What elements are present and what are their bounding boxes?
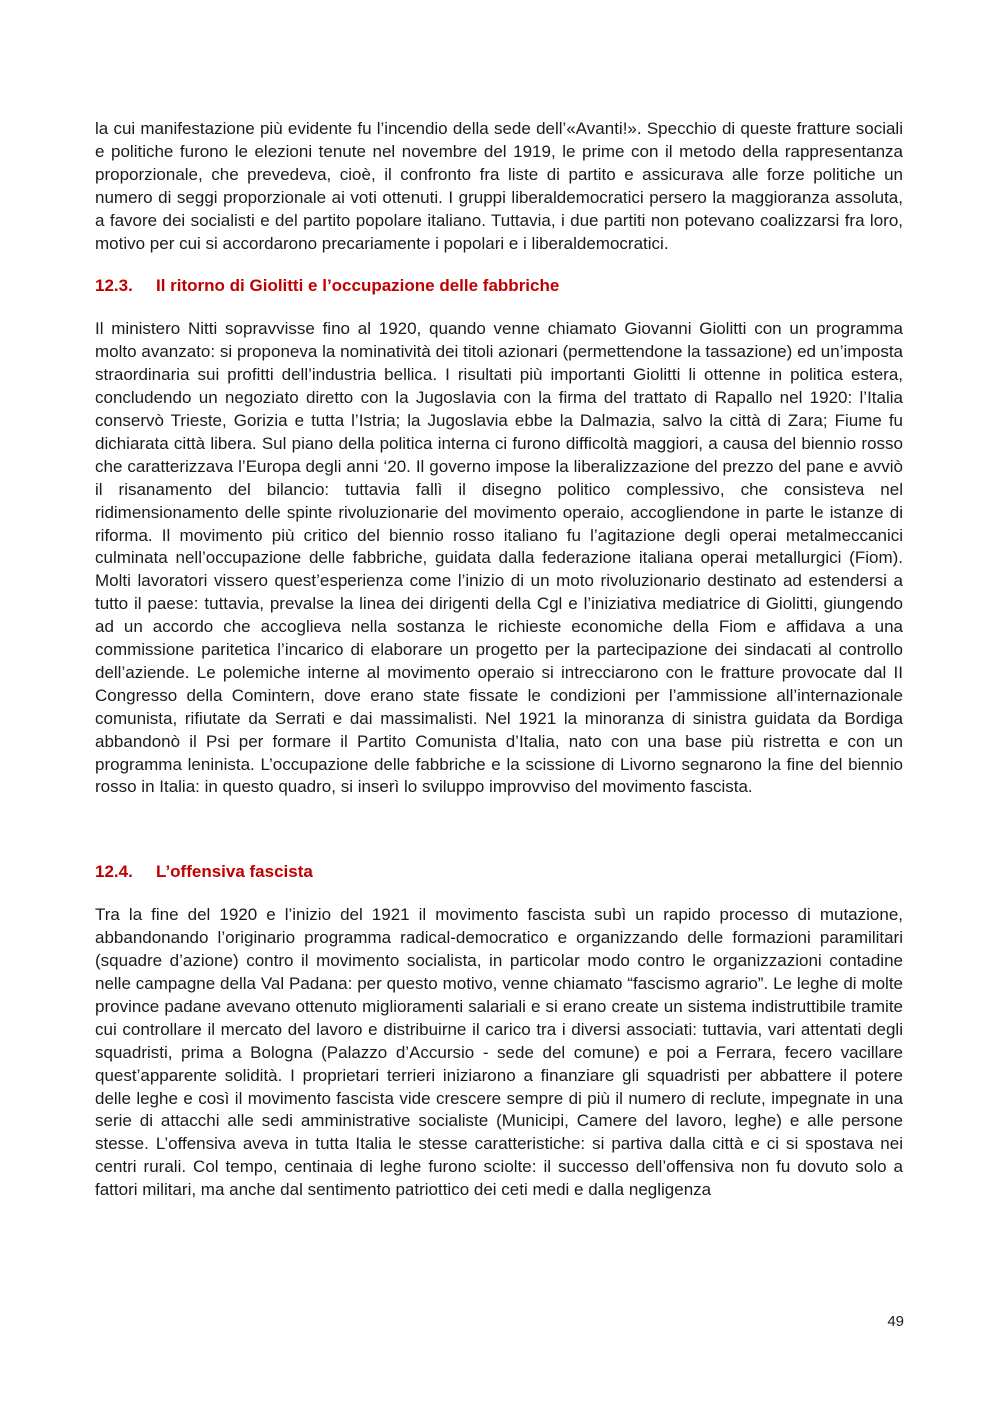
paragraph-giolitti: Il ministero Nitti sopravvisse fino al 1920, quando venne chiamato Giovanni Giolitti con un programma molto avanzato: si proponeva la nominatività dei titoli azionari (permettendone la tassazione) ed un’imposta straordinaria sui profitti dell’industria bellica. I risultati più importanti Giolitti li ottenne in politica estera, concludendo un negoziato diretto con la Jugoslavia con la firma del trattato di Rapallo nel 1920: l’Italia conservò Trieste, Gorizia e tutta l’Istria; la Jugoslavia ebbe la Dalmazia, salvo la città di Zara; Fiume fu dichiarata città libera. Sul piano della politica interna ci furono difficoltà maggiori, a causa del biennio rosso che caratterizzava l’Europa degli anni ‘20. Il governo impose la liberalizzazione del prezzo del pane e avviò il risanamento del bilancio: tuttavia fallì il disegno politico complessivo, che consisteva nel ridimensionamento delle spinte rivoluzionarie del movimento operaio, accogliendone in parte le istanze di riforma. Il movimento più critico del biennio rosso italiano fu l’agitazione degli operai metalmeccanici culminata nell’occupazione delle fabbriche, guidata dalla federazione italiana operai metallurgici (Fiom). Molti lavoratori vissero quest’esperienza come l’inizio di un moto rivoluzionario destinato ad estendersi a tutto il paese: tuttavia, prevalse la linea dei dirigenti della Cgl e l’iniziativa mediatrice di Giolitti, giungendo ad un accordo che accoglieva nella sostanza le richieste economiche della Fiom e affidava a una commissione paritetica l’incarico di elaborare un progetto per la partecipazione dei sindacati al controllo dell’aziende. Le polemiche interne al movimento operaio si intrecciarono con le fratture provocate dal II Congresso della Comintern, dove erano state fissate le condizioni per l’ammissione all’internazionale comunista, rifiutate da Serrati e dai massimalisti. Nel 1921 la minoranza di sinistra guidata da Bordiga abbandonò il Psi per formare il Partito Comunista d’Italia, nato con una base più ristretta e con un programma leninista. L’occupazione delle fabbriche e la scissione di Livorno segnarono la fine del biennio rosso in Italia: in questo quadro, si inserì lo sviluppo improvviso del movimento fascista. <box>95 319 903 797</box>
paragraph-intro: la cui manifestazione più evidente fu l’incendio della sede dell’«Avanti!». Specchio di queste fratture sociali e politiche furono le elezioni tenute nel novembre del 1919, le prime con il metodo della rappresentanza proporzionale, che prevedeva, cioè, il confronto fra liste di partito e assicurava alle forze politiche un numero di seggi proporzionale ai voti ottenuti. I gruppi liberaldemocratici persero la maggioranza assoluta, a favore dei socialisti e del partito popolare italiano. Tuttavia, i due partiti non potevano coalizzarsi fra loro, motivo per cui si accordarono precariamente i popolari e i liberaldemocratici. <box>95 119 903 253</box>
page-number: 49 <box>887 1313 904 1330</box>
paragraph-fascismo: Tra la fine del 1920 e l’inizio del 1921 il movimento fascista subì un rapido processo di mutazione, abbandonando l’originario programma radical-democratico e organizzando delle formazioni paramilitari (squadre d’azione) contro il movimento socialista, in particolar modo contro le organizzazioni contadine nelle campagne della Val Padana: per questo motivo, venne chiamato “fascismo agrario”. Le leghe di molte province padane avevano ottenuto miglioramenti salariali e si erano create un sistema indistruttibile tramite cui controllare il mercato del lavoro e distribuirne il carico tra i diversi associati: tuttavia, vari attentati degli squadristi, prima a Bologna (Palazzo d’Accursio - sede del comune) e poi a Ferrara, fecero vacillare quest’apparente solidità. I proprietari terrieri iniziarono a finanziare gli squadristi per abbattere il potere delle leghe e così il movimento fascista vide crescere sempre di più il numero di reclute, impegnate in una serie di attacchi alle sedi amministrative socialiste (Municipi, Camere del lavoro, leghe) e alle persone stesse. L’offensiva aveva in tutta Italia le stesse caratteristiche: si partiva dalla città e ci si spostava nei centri rurali. Col tempo, centinaia di leghe furono sciolte: il successo dell’offensiva non fu dovuto solo a fattori militari, ma anche dal sentimento patriottico dei ceti medi e dalla negligenza <box>95 905 903 1200</box>
section-title: L’offensiva fascista <box>156 862 313 882</box>
section-heading-12-4 <box>95 861 903 884</box>
section-heading-12-3 <box>95 275 903 298</box>
section-title: Il ritorno di Giolitti e l’occupazione delle fabbriche <box>156 276 560 296</box>
section-number: 12.4. <box>95 862 133 882</box>
page-content <box>95 118 903 1202</box>
section-number: 12.3. <box>95 276 133 296</box>
